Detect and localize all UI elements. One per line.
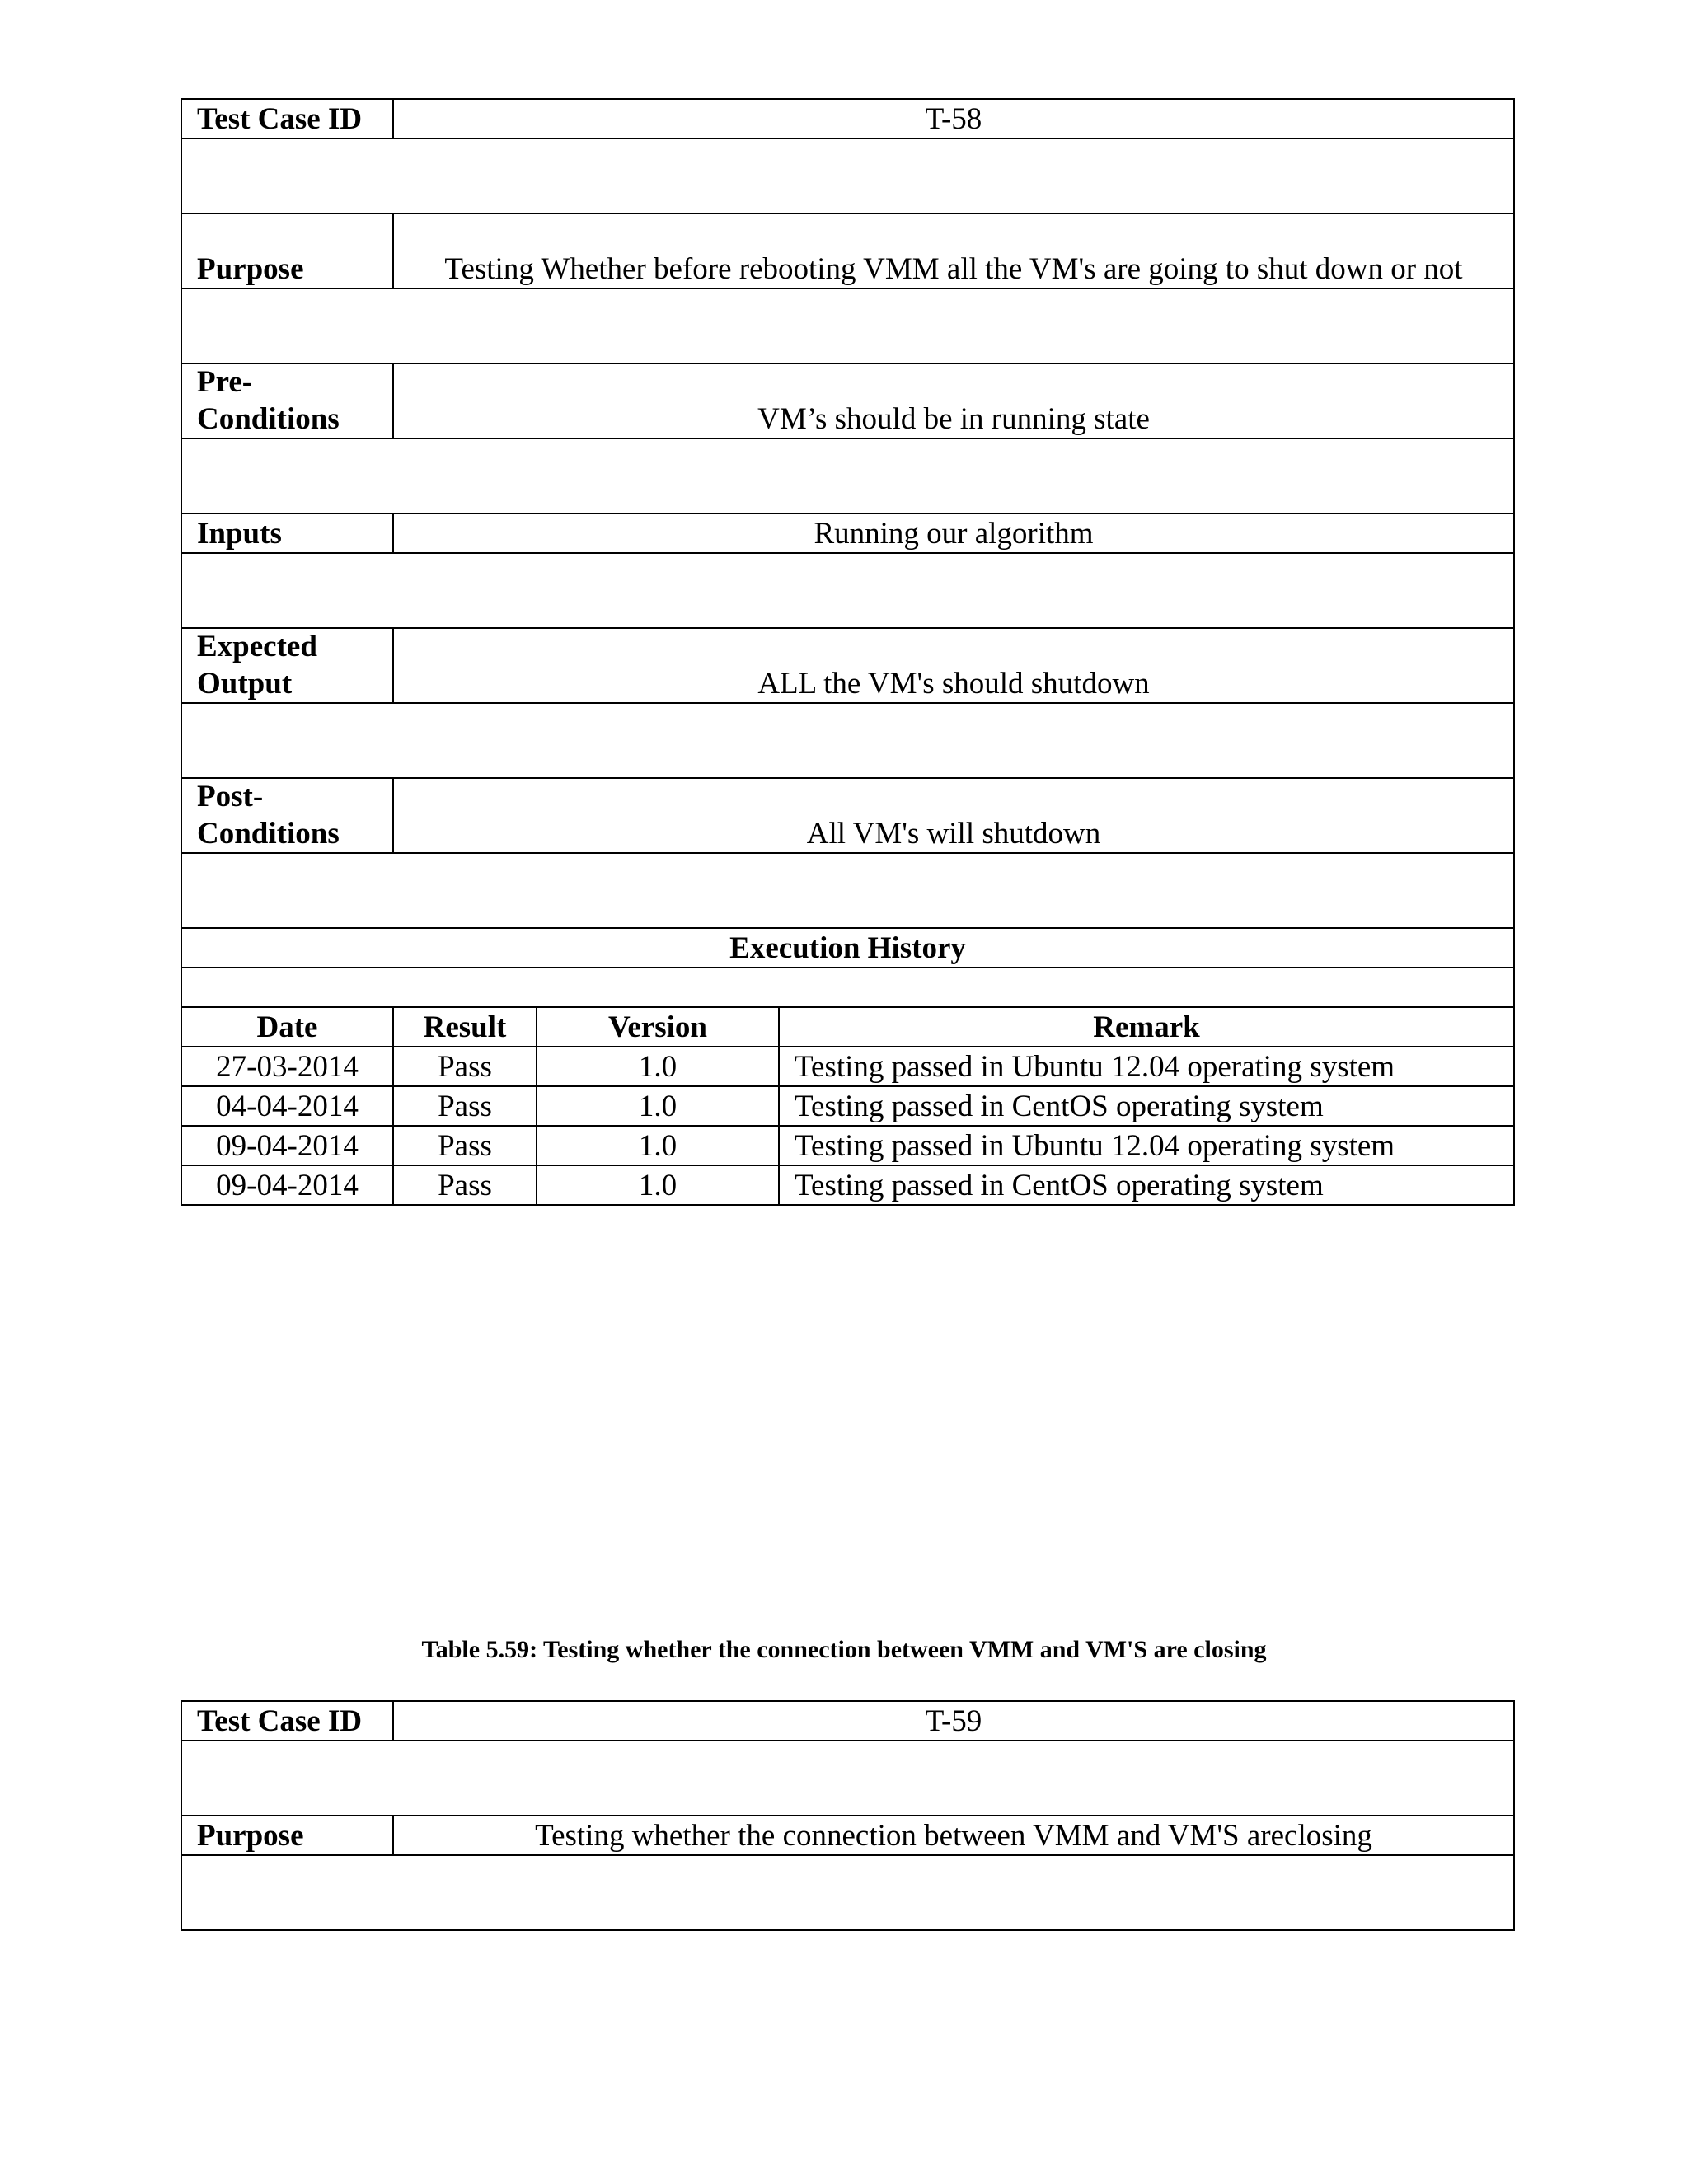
history-remark: Testing passed in Ubuntu 12.04 operating system: [779, 1047, 1514, 1086]
table-row: [181, 1047, 1514, 1086]
blank-cell: [181, 553, 1514, 628]
table-row: [181, 1165, 1514, 1205]
blank-cell: [181, 1855, 1514, 1930]
table-caption: Table 5.59: Testing whether the connection between VMM and VM'S are closing: [421, 1636, 1267, 1663]
blank-cell: [181, 438, 1514, 513]
spacer-row: [181, 968, 1514, 1007]
spacer-row: [181, 1855, 1514, 1930]
row-purpose: [181, 213, 1514, 288]
row-execution-history-title: [181, 928, 1514, 968]
expected-output-value: ALL the VM's should shutdown: [393, 628, 1514, 703]
row-expected-output: [181, 628, 1514, 703]
row-test-case-id: [181, 99, 1514, 138]
spacer-row: [181, 553, 1514, 628]
row-inputs: [181, 513, 1514, 553]
history-remark: Testing passed in Ubuntu 12.04 operating system: [779, 1126, 1514, 1165]
test-case-id-value: T-58: [393, 99, 1514, 138]
post-conditions-value: All VM's will shutdown: [393, 778, 1514, 853]
pre-conditions-label-line1: Pre-: [197, 365, 253, 400]
expected-output-label-line1: Expected: [197, 630, 317, 664]
expected-output-label-line2: Output: [197, 666, 293, 701]
history-result: Pass: [393, 1086, 537, 1126]
test-case-id-label: Test Case ID: [181, 1701, 393, 1741]
history-result: Pass: [393, 1047, 537, 1086]
expected-output-label: [181, 628, 393, 703]
blank-cell: [181, 1741, 1514, 1816]
blank-cell: [181, 968, 1514, 1007]
history-header-result: Result: [393, 1007, 537, 1047]
inputs-value: Running our algorithm: [393, 513, 1514, 553]
blank-cell: [181, 138, 1514, 213]
history-result: Pass: [393, 1126, 537, 1165]
spacer-row: [181, 438, 1514, 513]
post-conditions-label-line2: Conditions: [197, 816, 340, 851]
row-pre-conditions: [181, 363, 1514, 438]
post-conditions-label: [181, 778, 393, 853]
history-version: 1.0: [537, 1165, 779, 1205]
history-version: 1.0: [537, 1047, 779, 1086]
history-date: 27-03-2014: [181, 1047, 393, 1086]
history-date: 09-04-2014: [181, 1126, 393, 1165]
test-case-table-t58: [181, 98, 1515, 1206]
history-version: 1.0: [537, 1086, 779, 1126]
history-remark: Testing passed in CentOS operating system: [779, 1165, 1514, 1205]
history-header-remark: Remark: [779, 1007, 1514, 1047]
purpose-label: Purpose: [181, 1816, 393, 1855]
table-row: [181, 1126, 1514, 1165]
history-date: 04-04-2014: [181, 1086, 393, 1126]
history-remark: Testing passed in CentOS operating system: [779, 1086, 1514, 1126]
pre-conditions-value: VM’s should be in running state: [393, 363, 1514, 438]
history-header-date: Date: [181, 1007, 393, 1047]
row-post-conditions: [181, 778, 1514, 853]
history-date: 09-04-2014: [181, 1165, 393, 1205]
spacer-row: [181, 288, 1514, 363]
history-result: Pass: [393, 1165, 537, 1205]
spacer-row: [181, 703, 1514, 778]
row-test-case-id: [181, 1701, 1514, 1741]
row-purpose: [181, 1816, 1514, 1855]
purpose-value: Testing whether the connection between VMM and VM'S areclosing: [393, 1816, 1514, 1855]
purpose-value: Testing Whether before rebooting VMM all the VM's are going to shut down or not: [393, 213, 1514, 288]
inputs-label: Inputs: [181, 513, 393, 553]
test-case-id-value: T-59: [393, 1701, 1514, 1741]
test-case-table-t59: [181, 1700, 1515, 1931]
post-conditions-label-line1: Post-: [197, 780, 264, 814]
table-row: [181, 1086, 1514, 1126]
pre-conditions-label-line2: Conditions: [197, 401, 340, 436]
history-version: 1.0: [537, 1126, 779, 1165]
blank-cell: [181, 703, 1514, 778]
spacer-row: [181, 1741, 1514, 1816]
test-case-id-label: Test Case ID: [181, 99, 393, 138]
spacer-row: [181, 138, 1514, 213]
pre-conditions-label: [181, 363, 393, 438]
blank-cell: [181, 853, 1514, 928]
history-header-row: [181, 1007, 1514, 1047]
spacer-row: [181, 853, 1514, 928]
purpose-label: Purpose: [181, 213, 393, 288]
execution-history-title: Execution History: [181, 928, 1514, 968]
blank-cell: [181, 288, 1514, 363]
history-header-version: Version: [537, 1007, 779, 1047]
